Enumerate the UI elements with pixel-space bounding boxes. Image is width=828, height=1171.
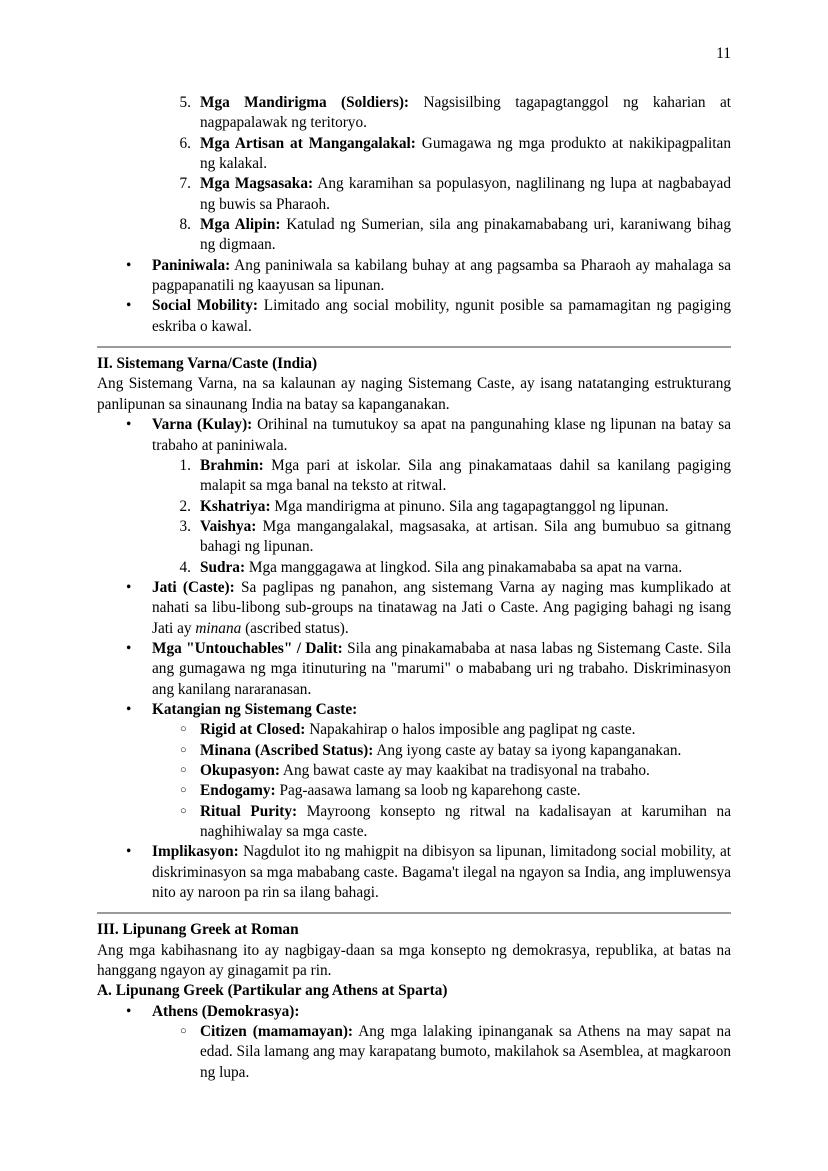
list-item — [97, 1002, 731, 1022]
list-item-text: Sila ang pinakamababa at nasa labas ng Sistemang Caste. Sila ang gumagawa ng mga itinuturing na "marumi" o mababang uri ng trabaho. Diskriminasyon ang kanilang nararanasan. — [152, 639, 731, 698]
list-item — [97, 1022, 731, 1083]
list-item-text: Mayroong konsepto ng ritwal na kadalisayan at karumihan na naghihiwalay sa mga caste. — [200, 802, 731, 841]
circle-bullet-icon: ○ — [180, 784, 187, 797]
list-item — [97, 256, 731, 297]
section-divider — [97, 346, 731, 348]
list-item — [97, 741, 731, 761]
list-item-term: Social Mobility: — [152, 297, 258, 315]
list-item — [97, 497, 731, 517]
section-heading-2: II. Sistemang Varna/Caste (India) — [97, 355, 318, 373]
list-item-term: Rigid at Closed: — [200, 721, 306, 739]
list-item-term: Katangian ng Sistemang Caste: — [152, 700, 358, 718]
list-item-term: Paniniwala: — [152, 256, 231, 274]
bullet-icon: • — [126, 578, 132, 596]
list-item-term: Jati (Caste): — [152, 578, 235, 596]
list-item-text: Mga pari at iskolar. Sila ang pinakamataas dahil sa kanilang pagiging malapit sa mga banal na teksto at ritwal. — [200, 456, 731, 495]
bullet-icon: • — [126, 700, 132, 718]
circle-bullet-icon: ○ — [180, 743, 187, 756]
list-item-text: Mga manggagawa at lingkod. Sila ang pinakamababa sa apat na varna. — [245, 558, 683, 576]
list-item-term: Mga Artisan at Mangangalakal: — [200, 134, 416, 152]
list-marker: 1. — [179, 456, 191, 474]
page-number: 11 — [716, 45, 731, 62]
subsection-heading-a: A. Lipunang Greek (Partikular ang Athens at Sparta) — [97, 982, 448, 1000]
list-item — [97, 802, 731, 843]
list-marker: 2. — [179, 497, 191, 515]
section-heading-3: III. Lipunang Greek at Roman — [97, 921, 299, 939]
bullet-icon: • — [126, 1002, 132, 1020]
list-marker: 4. — [179, 558, 191, 576]
list-item-term: Varna (Kulay): — [152, 416, 253, 434]
list-item-text: Ang paniniwala sa kabilang buhay at ang pagsamba sa Pharaoh ay mahalaga sa pagpapanatili ng kaayusan sa lipunan. — [152, 256, 731, 295]
bullet-icon: • — [126, 297, 132, 315]
list-item-term: Vaishya: — [200, 517, 257, 535]
list-item — [97, 415, 731, 456]
list-item — [97, 761, 731, 781]
varna-classes-list — [97, 456, 731, 578]
list-item-text: Orihinal na tumutukoy sa apat na pangunahing klase ng lipunan na batay sa trabaho at paniniwala. — [152, 416, 732, 454]
egypt-numbered-list — [97, 93, 731, 256]
list-item-term: Mga Alipin: — [200, 216, 281, 234]
list-item-term: Kshatriya: — [200, 497, 271, 515]
list-item-term: Sudra: — [200, 558, 246, 576]
list-marker: 6. — [179, 134, 191, 152]
list-item-term: Ritual Purity: — [200, 802, 298, 820]
list-item-emphasis: minana — [195, 619, 242, 637]
list-item — [97, 215, 731, 256]
list-item — [97, 93, 731, 134]
section-divider — [97, 912, 731, 914]
list-item-text: Nagsisilbing tagapagtanggol ng kaharian at nagpapalawak ng teritoryo. — [200, 94, 731, 132]
list-item-text: Mga mangangalakal, magsasaka, at artisan. Sila ang bumubuo sa gitnang bahagi ng lipunan. — [200, 517, 731, 556]
list-item — [97, 700, 731, 720]
list-item-term: Mga "Untouchables" / Dalit: — [152, 639, 343, 657]
list-item-term: Citizen (mamamayan): — [200, 1023, 354, 1041]
list-item-text: Ang bawat caste ay may kaakibat na tradisyonal na trabaho. — [279, 762, 650, 779]
bullet-icon: • — [126, 843, 132, 861]
list-item-text: Nagdulot ito ng mahigpit na dibisyon sa lipunan, limitadong social mobility, at diskriminasyon sa mga mababang caste. Bagama't ilegal na ngayon sa India, ang impluwensya nito ay naroon pa rin sa ilang bahagi. — [152, 843, 731, 902]
list-item — [97, 517, 731, 558]
list-item — [97, 639, 731, 700]
circle-bullet-icon: ○ — [180, 804, 187, 817]
egypt-bullet-list — [97, 256, 731, 337]
list-item-text: Gumagawa ng mga produkto at nakikipagpalitan ng kalakal. — [200, 134, 731, 173]
list-item-term: Mga Magsasaka: — [200, 175, 314, 193]
list-item-term: Endogamy: — [200, 782, 276, 800]
implikasyon-bullet-list — [97, 842, 731, 903]
list-item — [97, 296, 731, 337]
list-item-text: Limitado ang social mobility, ngunit posible sa pamamagitan ng pagiging eskriba o kawal. — [152, 297, 731, 335]
list-item-text: Mga mandirigma at pinuno. Sila ang tagapagtanggol ng lipunan. — [270, 497, 669, 515]
list-item-term: Implikasyon: — [152, 843, 239, 861]
varna-bullet-list — [97, 415, 731, 456]
list-item-term: Athens (Demokrasya): — [152, 1002, 300, 1020]
list-item — [97, 842, 731, 903]
list-item — [97, 134, 731, 175]
circle-bullet-icon: ○ — [180, 1025, 187, 1038]
list-item — [97, 720, 731, 740]
list-item-text: Pag-aasawa lamang sa loob ng kaparehong caste. — [275, 782, 581, 800]
caste-bullet-list — [97, 578, 731, 720]
circle-bullet-icon: ○ — [180, 723, 187, 736]
bullet-icon: • — [126, 639, 132, 657]
list-item-term: Mga Mandirigma (Soldiers): — [200, 94, 410, 111]
document-body — [97, 93, 731, 1083]
athens-classes-list — [97, 1022, 731, 1083]
list-marker: 7. — [179, 175, 191, 193]
list-item-text-tail: (ascribed status). — [241, 619, 349, 637]
bullet-icon: • — [126, 416, 132, 434]
list-item-text: Ang karamihan sa populasyon, naglilinang ng lupa at nagbabayad ng buwis sa Pharaoh. — [200, 175, 731, 213]
list-marker: 8. — [179, 216, 191, 234]
list-marker: 3. — [179, 517, 191, 535]
list-item-text: Napakahirap o halos imposible ang paglipat ng caste. — [305, 721, 636, 739]
list-item — [97, 456, 731, 497]
bullet-icon: • — [126, 256, 132, 274]
circle-bullet-icon: ○ — [180, 764, 187, 776]
list-item-text: Ang mga lalaking ipinanganak sa Athens na may sapat na edad. Sila lamang ang may karapatang bumoto, makilahok sa Asemblea, at magkaroon ng lupa. — [200, 1023, 731, 1081]
list-item-text: Ang iyong caste ay batay sa iyong kapanganakan. — [373, 741, 682, 759]
list-item-term: Minana (Ascribed Status): — [200, 741, 374, 759]
caste-traits-list — [97, 720, 731, 842]
list-item-term: Okupasyon: — [200, 762, 280, 779]
section-3-intro: Ang mga kabihasnang ito ay nagbigay-daan sa mga konsepto ng demokrasya, republika, at batas na hanggang ngayon ay ginagamit pa rin. — [97, 941, 731, 980]
list-item-text: Sa paglipas ng panahon, ang sistemang Varna ay naging mas kumplikado at nahati sa libu-libong sub-groups na tinatawag na Jati o Caste. Ang pagiging bahagi ng isang Jati ay — [152, 578, 731, 637]
list-marker: 5. — [179, 94, 191, 111]
list-item-term: Brahmin: — [200, 456, 264, 474]
list-item-text: Katulad ng Sumerian, sila ang pinakamababang uri, karaniwang bihag ng digmaan. — [200, 216, 731, 254]
greek-bullet-list — [97, 1002, 731, 1022]
list-item — [97, 558, 731, 578]
section-2-intro: Ang Sistemang Varna, na sa kalaunan ay naging Sistemang Caste, ay isang natatanging estrukturang panlipunan sa sinaunang India na batay sa kapanganakan. — [97, 375, 731, 413]
list-item — [97, 781, 731, 801]
list-item — [97, 578, 731, 639]
list-item — [97, 174, 731, 215]
